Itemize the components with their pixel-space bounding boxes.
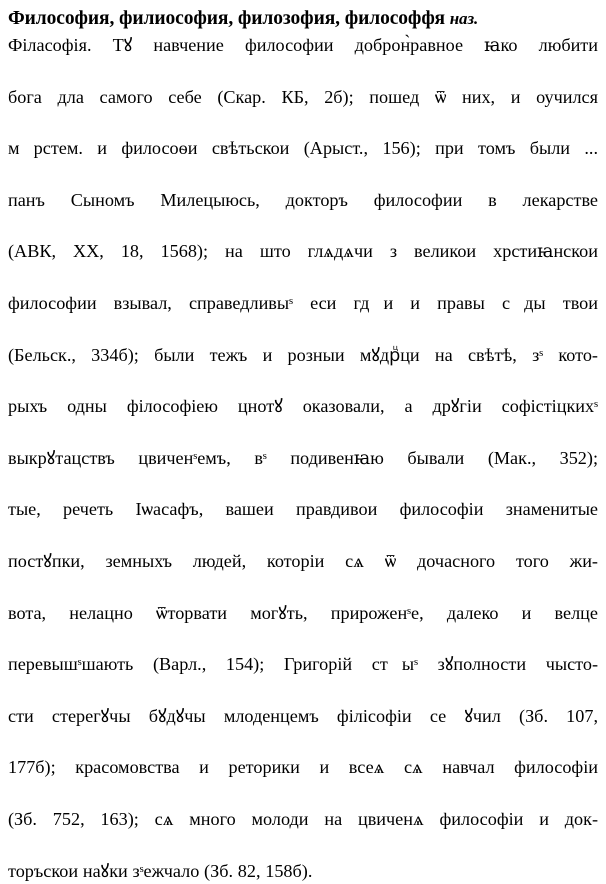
headword-grammar-label: наз. <box>450 9 478 28</box>
entry-line: 177б); красомовства и реторики и всеѧ сѧ навчал философіи <box>8 755 598 807</box>
entry-line: панъ Сыномъ Милецыюсь, докторъ философии в лекарстве <box>8 188 598 240</box>
entry-headword <box>8 6 598 32</box>
entry-line: (Зб. 752, 163); сѧ много молоди на цвиченѧ философіи и док- <box>8 807 598 859</box>
entry-line: торъскои наꙋки зˢежчало (Зб. 82, 158б). <box>8 859 598 884</box>
entry-line: тые, речеть Іѡасафъ, вашеи правдивои философіи знаменитые <box>8 497 598 549</box>
entry-line: выкрꙋтацствъ цвиченˢемъ, вˢ подивенꙗю бывали (Мак., 352); <box>8 446 598 498</box>
entry-line: вота, нелацно ѿторвати могꙋть, прироженˢе, далеко и велце <box>8 601 598 653</box>
entry-line: (Бельск., 334б); были тежъ и розныи мꙋдрⷰци на свѣтѣ, зˢ кото- <box>8 343 598 395</box>
headword-forms: Философия, филиософия, филозофия, философфя <box>8 8 445 29</box>
entry-line: постꙋпки, земныхъ людей, которіи сѧ ѿ дочасного того жи- <box>8 549 598 601</box>
entry-line: рыхъ одны філософіею цнотꙋ оказовали, а дрꙋгіи софістіцкихˢ <box>8 394 598 446</box>
entry-line: Філасофія. Тꙋ навчение философии доброн̀равное ꙗко любити <box>8 33 598 85</box>
entry-line: сти стерегꙋчы бꙋдꙋчы млоденцемъ філісофіи се ꙋчил (Зб. 107, <box>8 704 598 756</box>
entry-line: перевышˢшають (Варл., 154); Григорій стⷪыˢ зꙋполности чысто- <box>8 652 598 704</box>
entry-line: мⷣрстем. и филосоѳи свѣтьскои (Арыст., 156); при томъ были ... <box>8 136 598 188</box>
entry-line: бога дла самого себе (Скар. КБ, 2б); пошед ѿ них, и оучился <box>8 85 598 137</box>
entry-body <box>8 33 598 884</box>
entry-line: (АВК, XX, 18, 1568); на што глѧдѧчи з великои хрстиꙗнскои <box>8 239 598 291</box>
entry-line: философии взывал, справедливыˢ еси гдⷭи и правы сꙋды твои <box>8 291 598 343</box>
